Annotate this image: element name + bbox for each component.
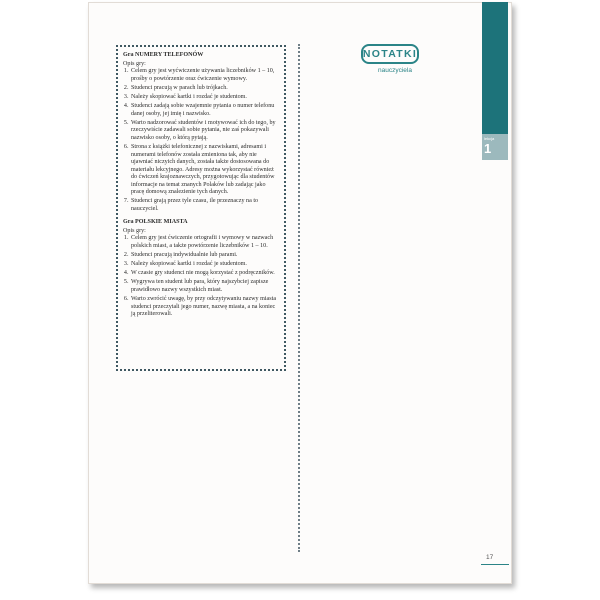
notes-badge: [361, 44, 419, 64]
game-title-name: POLSKIE MIASTA: [135, 219, 188, 226]
rule-item: 5. Warto nadzorować studentów i motywować ich do tego, by rzeczywiście zadawali sobie pytania, nie zaś pokazywali nazwisko osoby, o którą pytają.: [130, 120, 279, 143]
rule-item: 4. W czasie gry studenci nie mogą korzystać z podręczników.: [130, 270, 279, 278]
chapter-tab: [482, 134, 508, 160]
rules-list: [123, 235, 279, 318]
rule-item: 3. Należy skopiować kartki i rozdać je studentom.: [130, 94, 279, 102]
rules-label: Opis gry:: [123, 60, 146, 67]
rules-label: Opis gry:: [123, 227, 146, 234]
rule-item: 1. Celem gry jest wyćwiczenie używania liczebników 1 – 10, prośby o powtórzenie oraz ćwiczenie wymowy.: [130, 68, 279, 83]
rule-item: 1. Celem gry jest ćwiczenie ortografii i wymowy w nazwach polskich miast, a także powtórzenie liczebników 1 – 10.: [130, 235, 279, 250]
rule-item: 3. Należy skopiować kartki i rozdać je studentom.: [130, 261, 279, 269]
page-corner-line: [481, 564, 509, 565]
rule-item: 6. Strona z książki telefonicznej z nazwiskami, adresami i numerami telefonów została zmieniona tak, aby nie ujawniać niczyich danych, została także dostosowana do materiału lekcyjnego. Adresy można wykorzystać również do ćwiczeń krajoznawczych, przygotowując dla studentów informacje na temat znanych Polaków lub zadając jako pracę domową znalezienie tych danych.: [130, 144, 279, 197]
chapter-tab-word: lekcja: [484, 136, 495, 141]
notes-column-divider: [298, 44, 300, 552]
chapter-tab-number: 1: [484, 141, 492, 156]
rule-item: 6. Warto zwrócić uwagę, by przy odczytywaniu nazwy miasta studenci przeczytali jego numer, nazwę miasta, a na koniec ją przeliterowali.: [130, 296, 279, 319]
rules-list: [123, 68, 279, 213]
game-title-prefix: Gra: [123, 52, 134, 58]
notes-badge-subtitle: nauczyciela: [378, 67, 412, 74]
rule-item: 7. Studenci grają przez tyle czasu, ile przeznaczy na to nauczyciel.: [130, 198, 279, 213]
game-title: [123, 219, 279, 227]
game-title-name: NUMERY TELEFONÓW: [135, 52, 204, 58]
rule-item: 4. Studenci zadają sobie wzajemnie pytania o numer telefonu danej osoby, jej imię i nazwisko.: [130, 103, 279, 118]
game-title-prefix: Gra: [123, 219, 134, 226]
chapter-tab-strip: [482, 2, 508, 134]
games-instructions-box: [116, 45, 286, 371]
rule-item: 2. Studenci pracują indywidualnie lub parami.: [130, 252, 279, 260]
rule-item: 5. Wygrywa ten student lub para, który najszybciej zapisze prawidłowo nazwy wszystkich miast.: [130, 279, 279, 294]
notes-badge-title: NOTATKI: [362, 48, 418, 60]
rule-item: 2. Studenci pracują w parach lub trójkach.: [130, 85, 279, 93]
game-title: [123, 52, 279, 60]
page-number: 17: [486, 554, 494, 561]
